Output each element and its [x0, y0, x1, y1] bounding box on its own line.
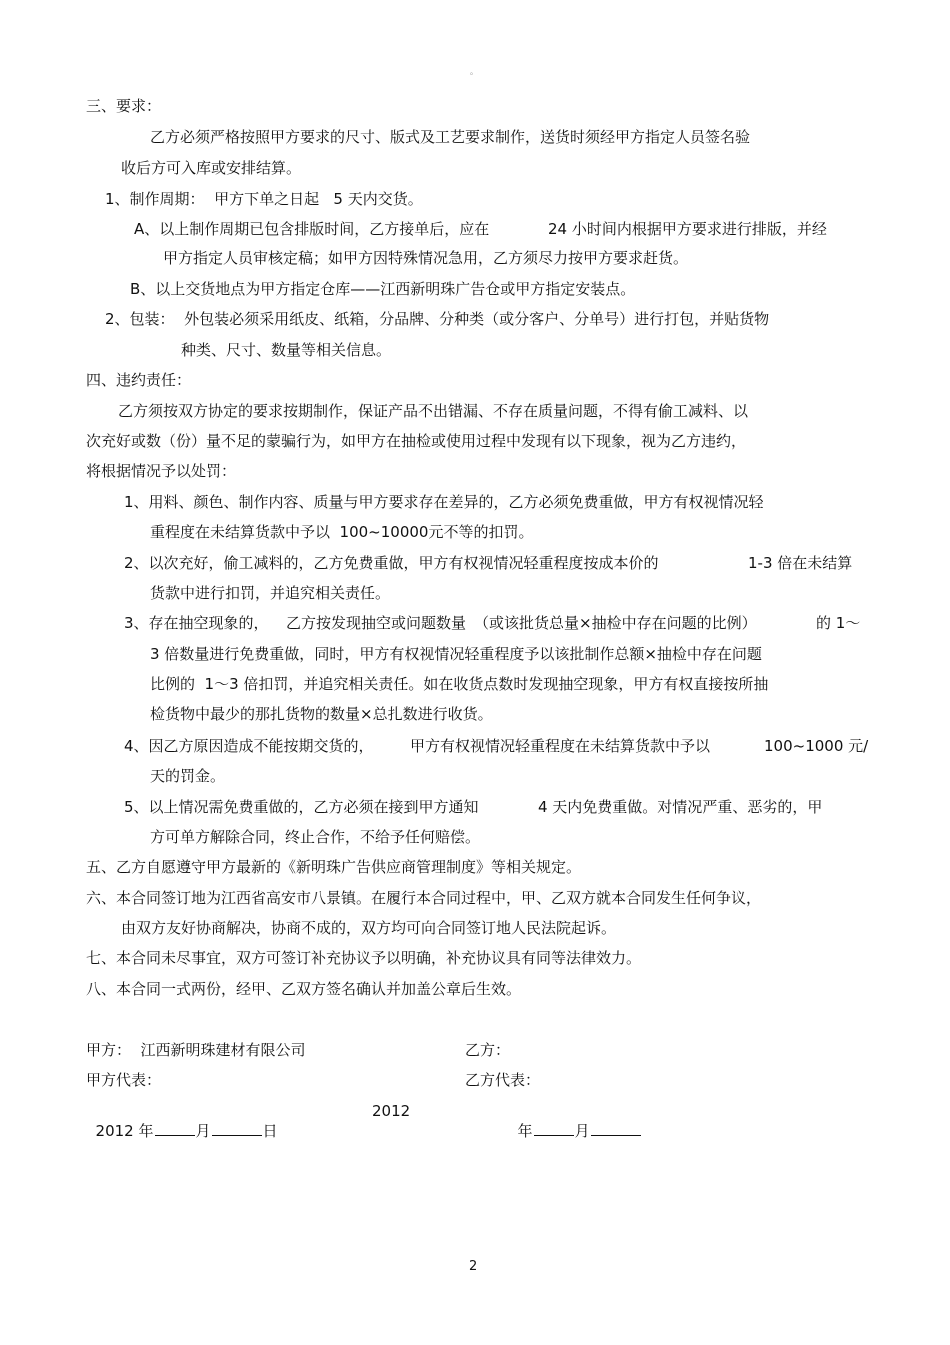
- penalty-2-line1b: 1-3 倍在未结算: [748, 554, 853, 572]
- section-3-item-a-line1a: A、以上制作周期已包含排版时间，乙方接单后，应在: [134, 220, 490, 238]
- section-7: 七、本合同未尽事宜，双方可签订补充协议予以明确，补充协议具有同等法律效力。: [86, 949, 642, 967]
- party-a-representative: 甲方代表：: [86, 1071, 162, 1089]
- penalty-4-line1c: 100~1000 元/: [764, 737, 869, 755]
- date-a: [86, 1101, 278, 1141]
- penalty-1-line1: 1、用料、颜色、制作内容、质量与甲方要求存在差异的，乙方必须免费重做，甲方有权视情况轻: [124, 493, 764, 511]
- penalty-3-line1d: 的 1～: [816, 614, 861, 632]
- date-b-day-blank: [591, 1121, 641, 1136]
- penalty-5-line2: 方可单方解除合同，终止合作，不给予任何赔偿。: [150, 828, 481, 846]
- penalty-5-line1b: 4 天内免费重做。对情况严重、恶劣的，甲: [538, 798, 823, 816]
- penalty-3-line1a: 3、存在抽空现象的，: [124, 614, 269, 632]
- date-a-year: 2012 年: [95, 1122, 154, 1140]
- date-a-day-label: 日: [262, 1122, 278, 1140]
- date-b: [508, 1101, 642, 1141]
- penalty-5-line1a: 5、以上情况需免费重做的，乙方必须在接到甲方通知: [124, 798, 479, 816]
- penalty-2-line2: 货款中进行扣罚，并追究相关责任。: [150, 584, 391, 602]
- header-mark: 。: [470, 67, 478, 76]
- section-3-intro-line1: 乙方必须严格按照甲方要求的尺寸、版式及工艺要求制作，送货时须经甲方指定人员签名验: [150, 128, 751, 146]
- date-a-month-blank: [155, 1121, 195, 1136]
- penalty-1-line2: 重程度在未结算货款中予以 100~10000元不等的扣罚。: [150, 523, 534, 541]
- party-b-representative: 乙方代表：: [465, 1071, 541, 1089]
- penalty-3-line1b: 乙方按发现抽空或问题数量: [286, 614, 467, 632]
- date-b-month-blank: [534, 1121, 574, 1136]
- section-4-intro-line1: 乙方须按双方协定的要求按期制作，保证产品不出错漏、不存在质量问题，不得有偷工减料、以: [118, 402, 749, 420]
- date-a-month-label: 月: [195, 1122, 211, 1140]
- penalty-3-line2: 3 倍数量进行免费重做，同时，甲方有权视情况轻重程度予以该批制作总额×抽检中存在问题: [150, 645, 762, 663]
- page-number: 2: [469, 1259, 478, 1274]
- date-b-year: 2012: [372, 1102, 411, 1120]
- penalty-3-line3: 比例的 1～3 倍扣罚，并追究相关责任。如在收货点数时发现抽空现象，甲方有权直接按所抽: [150, 675, 769, 693]
- section-4-intro-line2: 次充好或数（份）量不足的蒙骗行为，如甲方在抽检或使用过程中发现有以下现象，视为乙方违约，: [86, 432, 747, 450]
- section-3-item-b: B、以上交货地点为甲方指定仓库——江西新明珠广告仓或甲方指定安装点。: [130, 280, 636, 298]
- penalty-4-line1b: 甲方有权视情况轻重程度在未结算货款中予以: [410, 737, 711, 755]
- section-3-item-a-line2: 甲方指定人员审核定稿；如甲方因特殊情况急用，乙方须尽力按甲方要求赶货。: [163, 249, 689, 267]
- penalty-4-line1a: 4、因乙方原因造成不能按期交货的，: [124, 737, 374, 755]
- date-b-year-label: 年: [517, 1122, 533, 1140]
- section-3-item-a-line1b: 24 小时间内根据甲方要求进行排版，并经: [548, 220, 827, 238]
- section-4-title: 四、违约责任：: [86, 371, 192, 389]
- section-3-intro-line2: 收后方可入库或安排结算。: [121, 159, 302, 177]
- party-a: 甲方： 江西新明珠建材有限公司: [86, 1041, 306, 1059]
- penalty-2-line1a: 2、以次充好，偷工减料的，乙方免费重做，甲方有权视情况轻重程度按成本价的: [124, 554, 659, 572]
- section-5: 五、乙方自愿遵守甲方最新的《新明珠广告供应商管理制度》等相关规定。: [86, 858, 582, 876]
- penalty-3-line4: 检货物中最少的那扎货物的数量×总扎数进行收货。: [150, 705, 493, 723]
- section-3-item-2-line1: 2、包装： 外包装必须采用纸皮、纸箱，分品牌、分种类（或分客户、分单号）进行打包，并贴货物: [105, 310, 770, 328]
- date-b-month-label: 月: [574, 1122, 590, 1140]
- section-3-item-1: 1、制作周期： 甲方下单之日起 5 天内交货。: [105, 190, 423, 208]
- section-8: 八、本合同一式两份，经甲、乙双方签名确认并加盖公章后生效。: [86, 980, 522, 998]
- penalty-3-line1c: （或该批货总量×抽检中存在问题的比例）: [474, 614, 757, 632]
- section-6-line1: 六、本合同签订地为江西省高安市八景镇。在履行本合同过程中，甲、乙双方就本合同发生任何争议，: [86, 889, 762, 907]
- section-3-item-2-line2: 种类、尺寸、数量等相关信息。: [181, 341, 392, 359]
- section-6-line2: 由双方友好协商解决，协商不成的，双方均可向合同签订地人民法院起诉。: [121, 919, 617, 937]
- section-3-title: 三、要求：: [86, 97, 162, 115]
- date-a-day-blank: [212, 1121, 262, 1136]
- penalty-4-line2: 天的罚金。: [150, 767, 226, 785]
- section-4-intro-line3: 将根据情况予以处罚：: [86, 462, 237, 480]
- party-b: 乙方：: [465, 1041, 511, 1059]
